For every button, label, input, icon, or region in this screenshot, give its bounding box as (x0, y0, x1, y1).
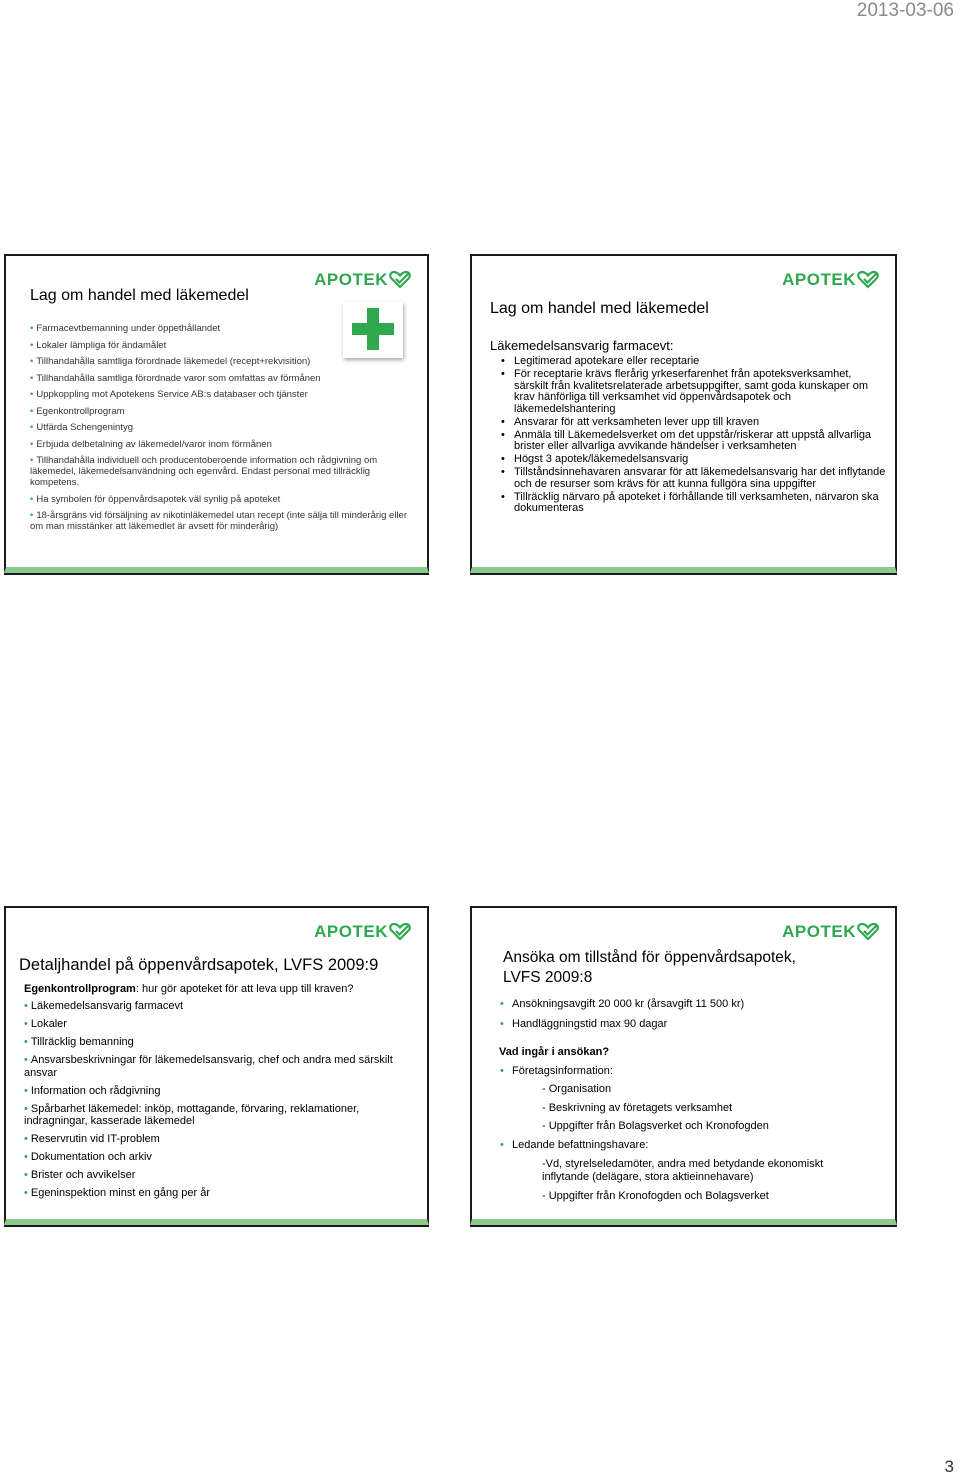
title-line: LVFS 2009:8 (503, 969, 593, 986)
list-item: • Tillräcklig närvaro på apoteket i förhållande till verksamheten, närvaron ska dokumenteras (500, 492, 886, 515)
list-item: • Egenkontrollprogram (30, 406, 410, 417)
heart-check-icon (389, 271, 411, 289)
slide-title: Lag om handel med läkemedel (490, 300, 709, 317)
list-item: • Tillhandahålla individuell och producentoberoende information och rådgivning om läkemedel, läkemedelsanvändning och egenvård. Endast personal med tillräcklig kompetens. (30, 455, 410, 488)
list-item: • Handläggningstid max 90 dagar (500, 1018, 880, 1031)
holders-list (500, 1139, 880, 1152)
sub-item: - Uppgifter från Bolagsverket och Kronofogden (542, 1120, 769, 1132)
list-item: • Erbjuda delbetalning av läkemedel/varor inom förmånen (30, 439, 410, 450)
list-item: • Företagsinformation: (500, 1065, 880, 1078)
apotek-logo (314, 922, 411, 942)
list-item: • För receptarie krävs flerårig yrkeserfarenhet från apoteksverksamhet, särskilt från kvalitetsrelaterade arbetsuppgifter, samt goda kunskaper om krav hänförliga till verksamhet vid öppenvårdsapotek och läkemedelshantering (500, 369, 886, 415)
requirements-list (30, 323, 410, 538)
list-item: • Brister och avvikelser (24, 1169, 404, 1182)
heart-check-icon (857, 923, 879, 941)
list-item: • Ledande befattningshavare: (500, 1139, 880, 1152)
list-item: • Lokaler lämpliga för ändamålet (30, 340, 410, 351)
list-item: • Tillhandahålla samtliga förordnade läkemedel (recept+rekvisition) (30, 356, 410, 367)
lead-rest: : hur gör apoteket för att leva upp till kraven? (135, 983, 354, 995)
slide-title: Lag om handel med läkemedel (30, 287, 249, 304)
list-item: • Lokaler (24, 1018, 404, 1031)
slide-1 (4, 254, 429, 573)
sub-item: - Organisation (542, 1083, 612, 1095)
list-item: • Ansökningsavgift 20 000 kr (årsavgift 11 500 kr) (500, 998, 880, 1011)
heart-check-icon (389, 923, 411, 941)
list-item: • Ansvarsbeskrivningar för läkemedelsansvarig, chef och andra med särskilt ansvar (24, 1054, 404, 1079)
title-line: Ansöka om tillstånd för öppenvårdsapotek, (503, 949, 796, 966)
list-item: • Dokumentation och arkiv (24, 1151, 404, 1164)
logo-text: APOTEK (782, 270, 856, 289)
list-item: • Ha symbolen för öppenvårdsapotek väl synlig på apoteket (30, 494, 410, 505)
slide-subheading: Läkemedelsansvarig farmacevt: (490, 338, 674, 353)
list-item: • Information och rådgivning (24, 1085, 404, 1098)
list-item: • Egeninspektion minst en gång per år (24, 1187, 404, 1200)
slide-lead (24, 983, 354, 995)
fees-list (500, 998, 880, 1037)
logo-text: APOTEK (314, 922, 388, 941)
list-item: • Spårbarhet läkemedel: inköp, mottagande, förvaring, reklamationer, indragningar, kasserade läkemedel (24, 1103, 404, 1128)
list-item: • Reservrutin vid IT-problem (24, 1133, 404, 1146)
application-contents-list (500, 1065, 880, 1078)
slide-title (503, 948, 796, 988)
heart-check-icon (857, 271, 879, 289)
list-item: • Uppkoppling mot Apotekens Service AB:s databaser och tjänster (30, 389, 410, 400)
slide-title: Detaljhandel på öppenvårdsapotek, LVFS 2009:9 (19, 956, 379, 974)
list-item: • Högst 3 apotek/läkemedelsansvarig (500, 454, 886, 466)
sub-item: -Vd, styrelseledamöter, andra med betydande ekonomiskt inflytande (delägare, stora aktieinnehavare) (542, 1158, 824, 1183)
list-item: • Läkemedelsansvarig farmacevt (24, 1000, 404, 1013)
list-item: • Tillhandahålla samtliga förordnade varor som omfattas av förmånen (30, 373, 410, 384)
list-item: • Tillståndsinnehavaren ansvarar för att läkemedelsansvarig har det inflytande och de resurser som krävs för att kunna fullgöra sina uppgifter (500, 467, 886, 490)
slide-4 (470, 906, 897, 1225)
document-date: 2013-03-06 (856, 0, 954, 21)
list-item: • Legitimerad apotekare eller receptarie (500, 356, 886, 368)
lead-bold: Egenkontrollprogram (24, 983, 136, 995)
apotek-logo (782, 922, 879, 942)
sub-item: - Uppgifter från Kronofogden och Bolagsverket (542, 1190, 769, 1202)
list-item: • Tillräcklig bemanning (24, 1036, 404, 1049)
list-item: • Farmacevtbemanning under öppethållandet (30, 323, 410, 334)
list-item: • Anmäla till Läkemedelsverket om det uppstår/riskerar att uppstå allvarliga brister eller allvarliga avvikande händelser i verksamheten (500, 430, 886, 453)
apotek-logo (314, 270, 411, 290)
application-question: Vad ingår i ansökan? (499, 1046, 610, 1058)
apotek-logo (782, 270, 879, 290)
control-program-list (24, 1000, 404, 1205)
logo-text: APOTEK (782, 922, 856, 941)
slide-2 (470, 254, 897, 573)
list-item: • Utfärda Schengenintyg (30, 422, 410, 433)
slide-3 (4, 906, 429, 1225)
pharmacist-requirements-list (500, 356, 886, 516)
logo-text: APOTEK (314, 270, 388, 289)
list-item: • 18-årsgräns vid försäljning av nikotinläkemedel utan recept (inte sälja till minderårig eller om man misstänker att läkemedlet är avsett för minderårig) (30, 510, 410, 532)
sub-item: - Beskrivning av företagets verksamhet (542, 1102, 733, 1114)
list-item: • Ansvarar för att verksamheten lever upp till kraven (500, 417, 886, 429)
page-number: 3 (944, 1457, 954, 1476)
